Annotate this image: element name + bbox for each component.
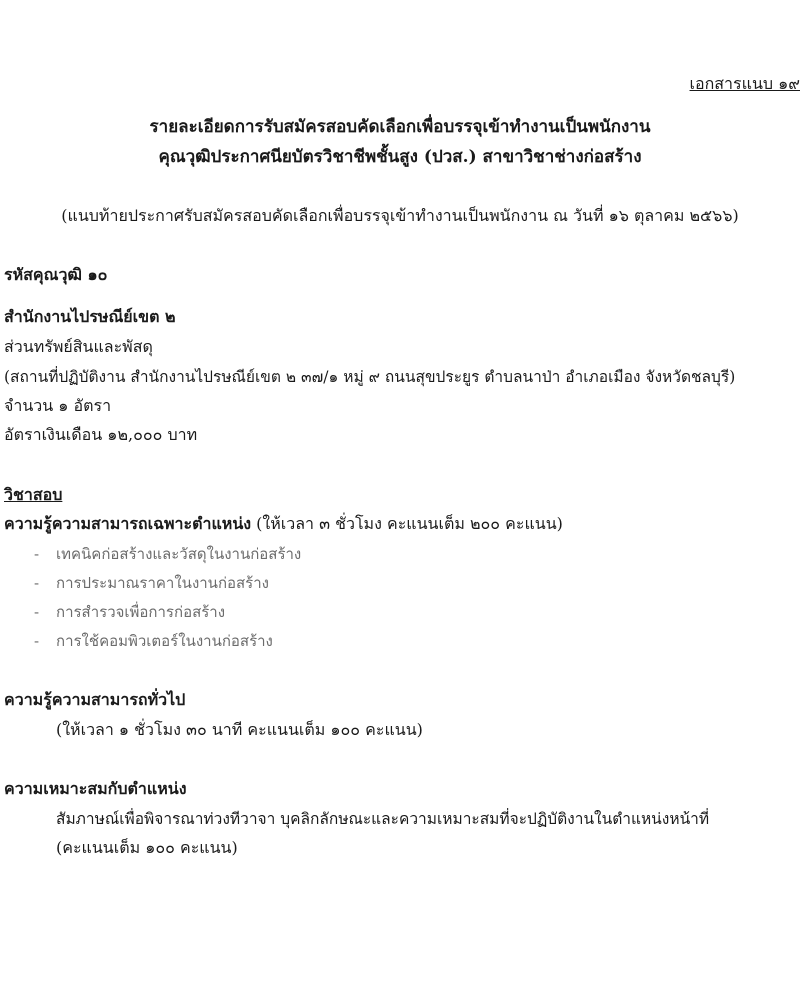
exam-heading: วิชาสอบ xyxy=(4,485,63,504)
positions-count: จำนวน ๑ อัตรา xyxy=(4,396,112,415)
qualification-code: รหัสคุณวุฒิ ๑๐ xyxy=(4,265,108,284)
list-item-text: เทคนิคก่อสร้างและวัสดุในงานก่อสร้าง xyxy=(56,545,302,563)
list-item xyxy=(34,571,269,595)
suitability-detail-2: (คะแนนเต็ม ๑๐๐ คะแนน) xyxy=(56,838,238,857)
list-item-text: การสำรวจเพื่อการก่อสร้าง xyxy=(56,603,226,621)
suitability-detail-1: สัมภาษณ์เพื่อพิจารณาท่วงทีวาจา บุคลิกลักษณะและความเหมาะสมที่จะปฏิบัติงานในตำแหน่งหน้าที่ xyxy=(56,810,710,828)
specific-knowledge-heading xyxy=(4,512,563,537)
bullet-dash: - xyxy=(34,632,40,650)
general-knowledge-detail: (ให้เวลา ๑ ชั่วโมง ๓๐ นาที คะแนนเต็ม ๑๐๐ คะแนน) xyxy=(56,720,423,739)
general-knowledge-title: ความรู้ความสามารถทั่วไป xyxy=(4,690,186,709)
list-item-text: การประมาณราคาในงานก่อสร้าง xyxy=(56,574,269,592)
list-item xyxy=(34,542,301,566)
office-division: ส่วนทรัพย์สินและพัสดุ xyxy=(4,337,153,356)
salary-rate: อัตราเงินเดือน ๑๒,๐๐๐ บาท xyxy=(4,425,198,444)
office-location: (สถานที่ปฏิบัติงาน สำนักงานไปรษณีย์เขต ๒ ๓๗/๑ หมู่ ๙ ถนนสุขประยูร ตำบลนาป่า อำเภอเมือง จังหวัดชลบุรี) xyxy=(4,368,736,386)
title-line-2: คุณวุฒิประกาศนียบัตรวิชาชีพชั้นสูง (ปวส.) สาขาวิชาช่างก่อสร้าง xyxy=(158,147,642,167)
document-title xyxy=(0,112,800,172)
list-item xyxy=(34,600,225,624)
bullet-dash: - xyxy=(34,603,40,621)
list-item-text: การใช้คอมพิวเตอร์ในงานก่อสร้าง xyxy=(56,632,273,650)
bullet-dash: - xyxy=(34,574,40,592)
specific-knowledge-detail: (ให้เวลา ๓ ชั่วโมง คะแนนเต็ม ๒๐๐ คะแนน) xyxy=(251,514,563,533)
title-line-1: รายละเอียดการรับสมัครสอบคัดเลือกเพื่อบรรจุเข้าทำงานเป็นพนักงาน xyxy=(149,117,651,137)
bullet-dash: - xyxy=(34,545,40,563)
suitability-title: ความเหมาะสมกับตำแหน่ง xyxy=(4,779,187,798)
list-item xyxy=(34,629,273,653)
office-name: สำนักงานไปรษณีย์เขต ๒ xyxy=(4,307,176,326)
specific-knowledge-title: ความรู้ความสามารถเฉพาะตำแหน่ง xyxy=(4,514,252,533)
attachment-label: เอกสารแนบ ๑๙ xyxy=(689,74,800,93)
annex-note: (แนบท้ายประกาศรับสมัครสอบคัดเลือกเพื่อบรรจุเข้าทำงานเป็นพนักงาน ณ วันที่ ๑๖ ตุลาคม ๒๕๖๖) xyxy=(61,206,739,225)
